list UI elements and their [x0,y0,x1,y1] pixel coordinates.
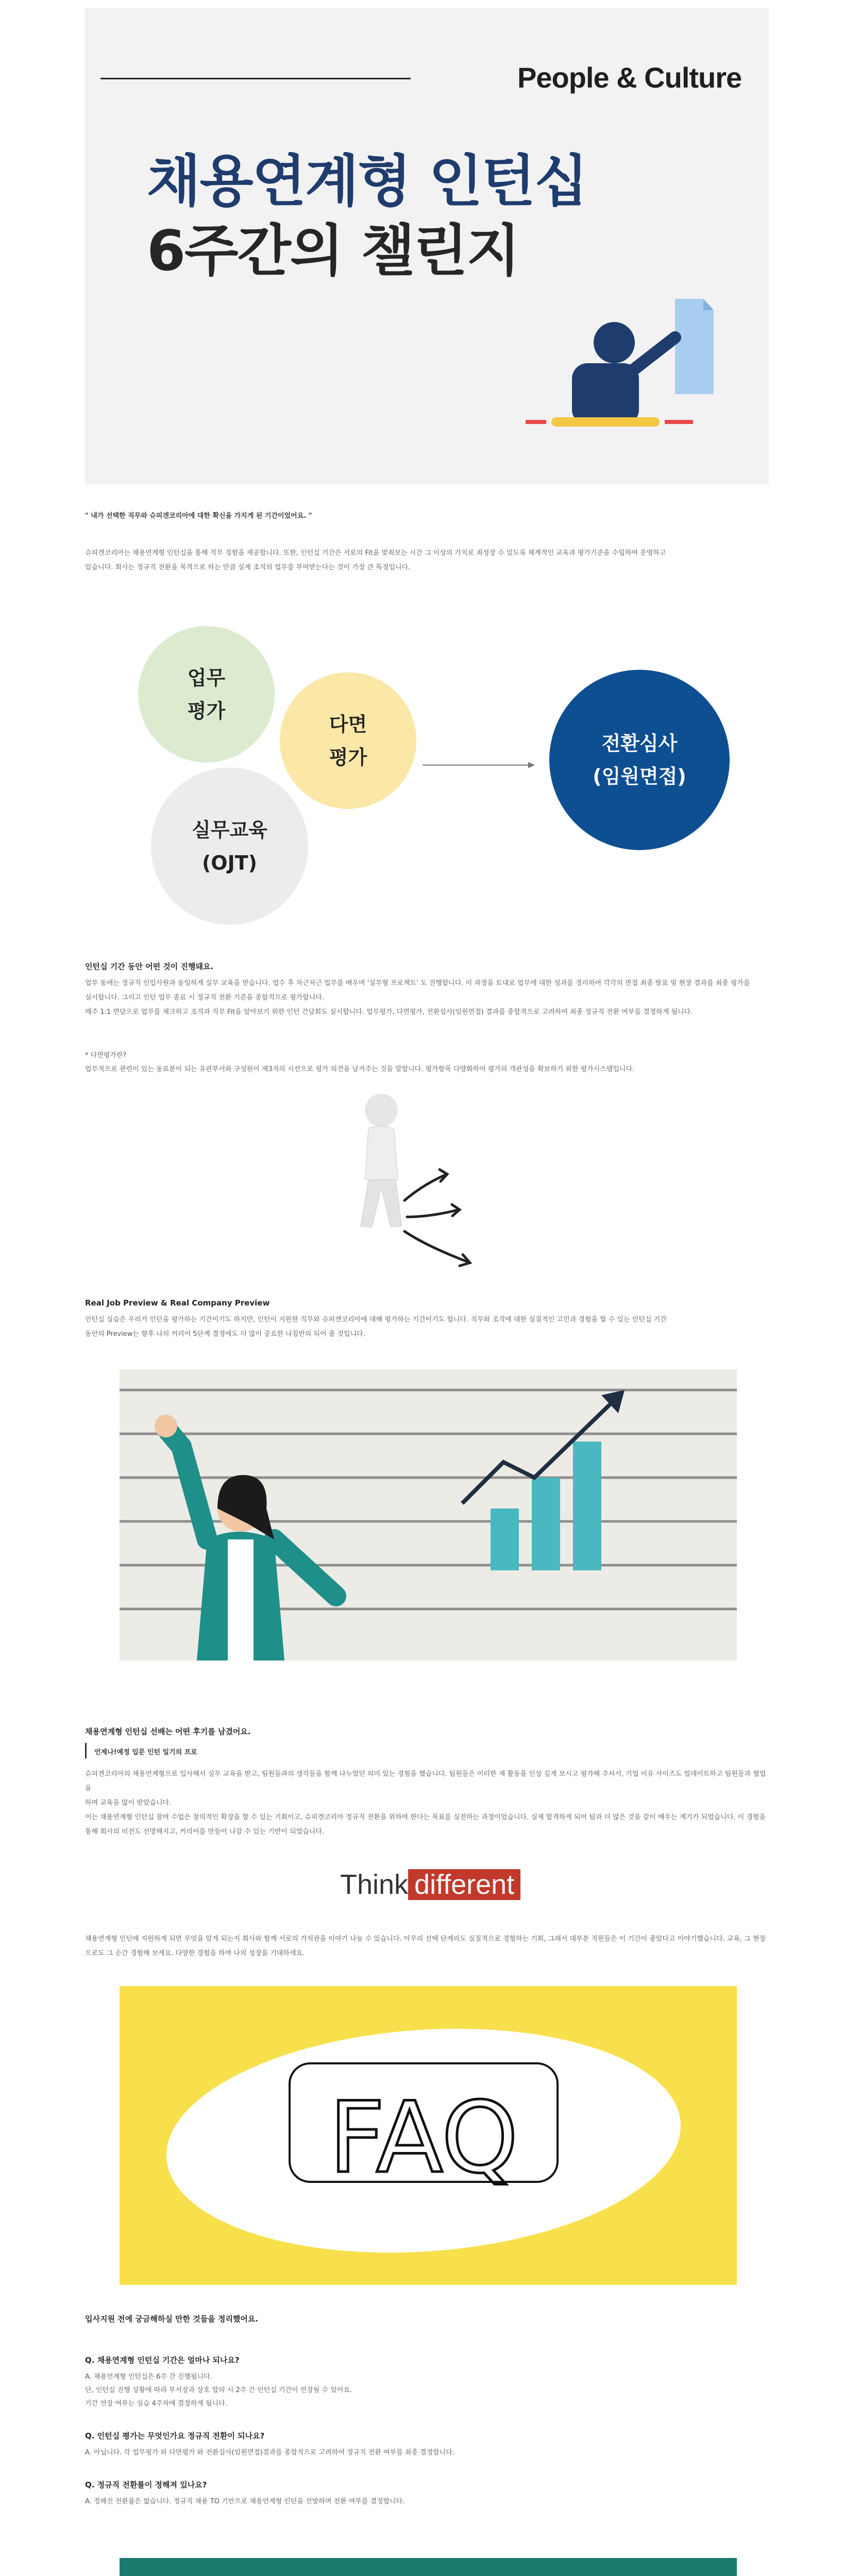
review-subtitle: 언제나!예정 입문 인턴 일기의 프로 [94,1749,197,1756]
answer-line: A. 아닙니다. 각 업무평가 와 다면평가 와 전환심사(임원면접)결과를 종합적으로 고려하여 정규직 전환 여부를 최종 결정합니다. [85,2449,454,2456]
faq-question: Q. 채용연계형 인턴십 기간은 얼마나 되나요? [85,2355,240,2365]
circle-label: 전환심사 [601,732,678,755]
quote-bar [85,1743,87,1758]
faq-answer [85,2495,770,2509]
section3-text [85,1767,770,1839]
faq-answer [85,2446,770,2460]
circle-work-eval [138,626,275,762]
faq-letters: FAQ [328,2081,519,2195]
section-heading: Real Job Preview & Real Company Preview [85,1298,270,1308]
circle-label: (OJT) [201,851,258,874]
intro-line: 슈피겐코리아는 채용연계형 인턴십을 통해 직무 경험을 제공합니다. 또한, 인턴십 기간은 서로의 Fit을 맞춰보는 시간 그 이상의 가치로 최성장 수 있도록 체계적인 교육과 평가기준을 수립하여 운영하고 [85,549,666,557]
idea-question-illustration [120,2558,737,2576]
growth-success-illustration [120,1369,737,1660]
circle-label: 평가 [187,699,226,722]
hero-divider [100,78,411,79]
text-line: 하며 교육을 많이 받았습니다. [85,1799,172,1807]
crossroad-figure-illustration [340,1082,505,1273]
text-line: 통해 회사의 비전도 선명해지고, 커리어를 만들어 나갈 수 있는 기반이 되었습니다. [85,1828,325,1836]
answer-line: A. 채용연계형 인턴십은 6주 간 진행됩니다. [85,2373,212,2381]
answer-line: 단, 인턴십 진행 상황에 따라 부서장과 상호 합의 시 2주 간 인턴십 기간이 연장될 수 있어요. [85,2386,352,2394]
circle-label: 실무교육 [192,818,267,841]
faq-heading: 입사지원 전에 궁금해하실 만한 것들을 정리했어요. [85,2314,259,2324]
circle-label: 평가 [329,745,367,769]
different-word: different [408,1869,520,1900]
answer-line: A. 정해진 전환률은 없습니다. 정규직 채용 TO 기반으로 채용연계형 인턴을 선발하며 전환 여부를 결정합니다. [85,2498,405,2505]
hero-title-line2: 6주간의 챌린지 [147,219,519,283]
text-line: 으로도 그 순간 경험해 보세요. 다양한 경험을 하며 나의 성장을 기대하세요. [85,1950,305,1957]
text-line: 동안의 Preview는 향후 나의 커리어 5단계 결정에도 더 많이 중요한 나침반의 되어 줄 것입니다. [85,1330,365,1338]
hero-title-line1: 채용연계형 인턴십 [147,149,587,214]
section1-text [85,976,770,1020]
circle-label: 업무 [187,666,226,689]
intro-line: 있습니다. 회사는 정규직 전환을 목적으로 하는 만큼 실제 조직의 업무를 부여받는다는 것이 가장 큰 특징입니다. [85,564,411,571]
text-line: 인턴십 실습은 우리가 인턴을 평가하는 기간이기도 하지만, 인턴이 지원한 직무와 슈피겐코리아에 대해 평가하는 기간이기도 합니다. 직무와 조직에 대한 실질적인 고민과 경험을 할 수 있는 인턴십 기간 [85,1316,667,1324]
hero-tag: People & Culture [517,61,742,94]
section-heading: 채용연계형 인턴십 선배는 어떤 후기를 남겼어요. [85,1727,251,1736]
circle-conversion-review [549,670,730,850]
think-different-logo [340,1869,520,1901]
circle-ojt [151,768,308,925]
text-line: 매주 1:1 면담으로 업무를 체크하고 조직과 직무 Fit을 알아보기 위한 인턴 간담회도 실시합니다. 업무평가, 다면평가, 전환심사(임원면접) 결과를 종합적으로 고려하여 최종 정규직 전환 여부를 결정하게 됩니다. [85,1008,693,1016]
circle-label: 다면 [329,713,367,736]
faq-question: Q. 인턴십 평가는 무엇인가요 정규직 전환이 되나요? [85,2431,265,2441]
text-line: 채용연계형 인턴에 지원하게 되면 무엇을 알게 되는지 회사와 함께 서로의 가치관을 이야기 나눌 수 있습니다. 아무리 선택 단계라도 실질적으로 경험하는 기회, 그래서 대부분 직원들은 이 기간이 좋았다고 이야기했습니다. 교육, 그 현장 [85,1935,766,1943]
faq-question: Q. 정규직 전환률이 정해져 있나요? [85,2480,207,2489]
faq-answer [85,2370,770,2411]
intro-quote: " 내가 선택한 직무와 슈피겐코리아에 대한 확신을 가지게 된 기간이었어요. " [85,512,312,520]
note-text: 업무적으로 관련이 있는 동료분이 되는 유관부서와 구성원이 제3자의 시선으로 평가 의견을 남겨주는 것을 말합니다. 평가항목 다양화하여 평가의 객관성을 확보하기 위한 평가시스템입니다. [85,1065,635,1073]
text-line: 실시합니다. 그리고 인턴 업무 종료 시 정규직 전환 기준을 종합적으로 평가합니다. [85,994,325,1002]
section2-text [85,1313,770,1342]
text-line: 이는 채용연계형 인턴십 참여 수업은 창의적인 확장을 할 수 있는 기회이고, 슈피겐코리아 정규직 전환을 위하여 한다는 목표를 실천하는 과정이었습니다. 실제 합격하게 되어 팀과 더 많은 것을 같이 배우는 계기가 되었습니다. 이 경험을 [85,1814,766,1821]
intro-text [85,546,770,575]
faq-illustration [120,1986,737,2285]
faq-list [85,2354,770,2509]
section4-text [85,1932,770,1961]
note-title: * 다면평가란? [85,1052,127,1059]
circle-label: (임원면접) [593,765,686,788]
text-line: 슈피겐코리아의 채용연계형으로 입사해서 실무 교육을 받고, 팀원들과의 생각들을 함께 나누었던 의미 있는 경험을 했습니다. 팀원들은 이러한 제 활동을 인상 깊게 보시고 평가해 주셔서, 기업 이유 사이즈도 업데이트하고 팀원들과 협업을 [85,1770,766,1792]
text-line: 업무 동에는 정규직 인입사원과 동일하게 실무 교육을 받습니다. 업수 후 차근차근 업무를 배우며 '실무형 프로젝트' 도 진행합니다. 이 과정을 토대로 업무에 대한 성과를 정리하여 각각의 면접 최종 발표 및 현장 결과를 최종 평가를 [85,979,750,987]
circle-multi-eval [280,672,416,809]
arrow-icon [423,760,536,770]
answer-line: 기간 연장 여부는 실습 4주차에 결정하게 됩니다. [85,2400,227,2408]
presenter-illustration [495,289,732,459]
section-heading: 인턴십 기간 동안 어떤 것이 진행돼요. [85,962,214,971]
think-word: Think [340,1869,409,1900]
